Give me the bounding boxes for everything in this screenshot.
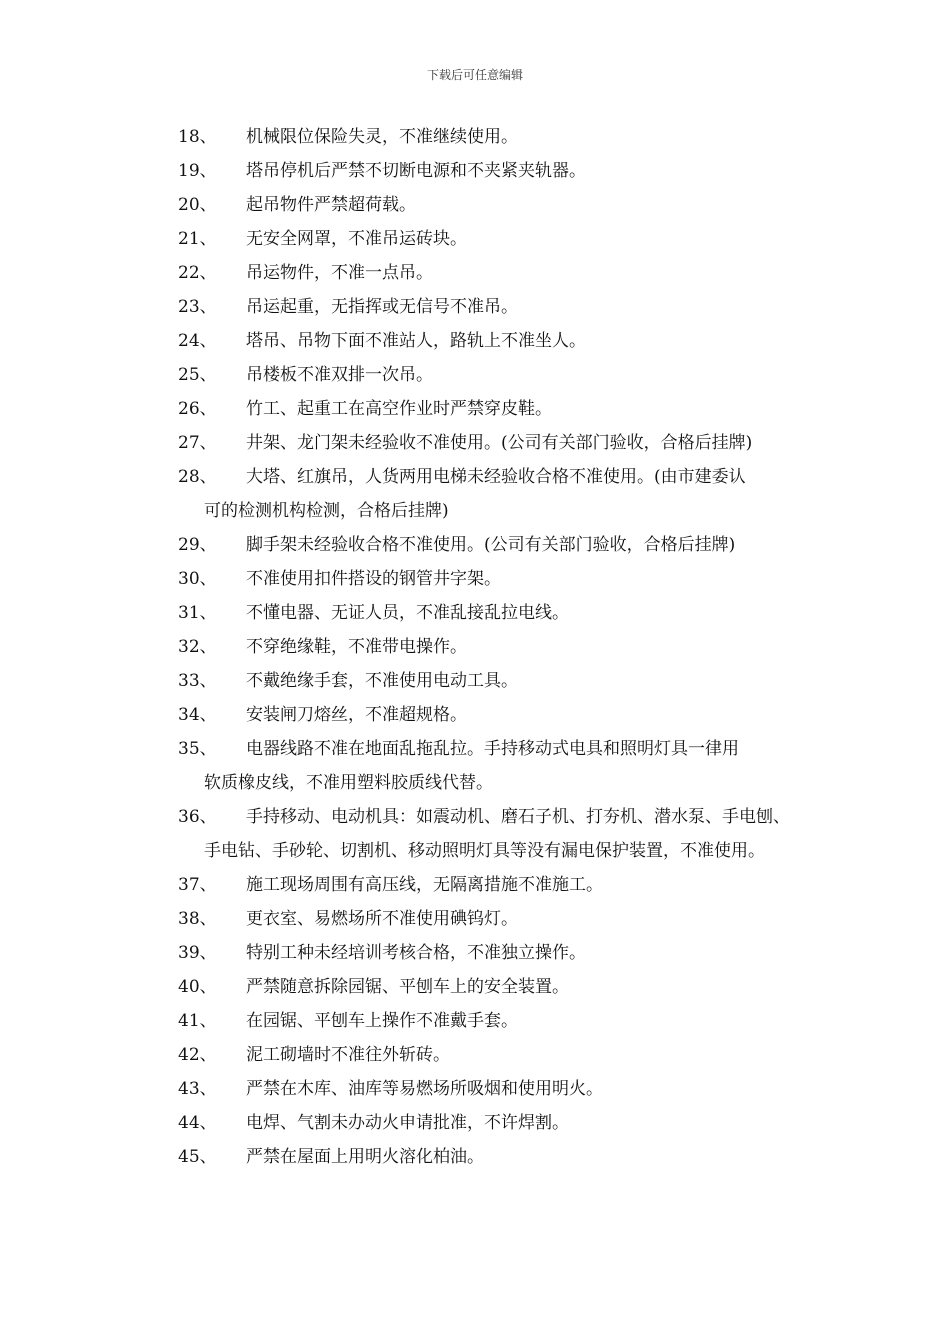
item-number: 42、 xyxy=(178,1045,217,1065)
item-number: 35、 xyxy=(178,739,217,759)
list-item-line xyxy=(178,460,818,494)
item-text: 手持移动、电动机具：如震动机、磨石子机、打夯机、潜水泵、手电刨、 xyxy=(246,807,790,827)
list-item-line xyxy=(178,528,818,562)
list-item-line xyxy=(178,698,818,732)
item-number: 37、 xyxy=(178,875,217,895)
item-text: 在园锯、平刨车上操作不准戴手套。 xyxy=(246,1011,518,1031)
list-item xyxy=(178,1038,818,1072)
item-text: 塔吊、吊物下面不准站人，路轨上不准坐人。 xyxy=(246,331,586,351)
list-item-line xyxy=(178,936,818,970)
item-text: 吊楼板不准双排一次吊。 xyxy=(246,365,433,385)
item-number: 33、 xyxy=(178,671,217,691)
list-item xyxy=(178,562,818,596)
list-item xyxy=(178,596,818,630)
item-text: 施工现场周围有高压线，无隔离措施不准施工。 xyxy=(246,875,603,895)
list-item xyxy=(178,800,818,868)
list-item-line xyxy=(178,664,818,698)
item-number: 26、 xyxy=(178,399,217,419)
item-text: 机械限位保险失灵，不准继续使用。 xyxy=(246,127,518,147)
list-item-line xyxy=(178,868,818,902)
item-number: 34、 xyxy=(178,705,217,725)
item-number: 27、 xyxy=(178,433,217,453)
list-item-line xyxy=(178,1004,818,1038)
item-number: 39、 xyxy=(178,943,217,963)
item-text: 严禁在屋面上用明火溶化柏油。 xyxy=(246,1147,484,1167)
item-number: 22、 xyxy=(178,263,217,283)
item-number: 21、 xyxy=(178,229,217,249)
list-item xyxy=(178,358,818,392)
list-item xyxy=(178,120,818,154)
list-item xyxy=(178,324,818,358)
list-item xyxy=(178,630,818,664)
item-number: 30、 xyxy=(178,569,217,589)
list-item-line xyxy=(178,1106,818,1140)
list-item xyxy=(178,1140,818,1174)
item-number: 44、 xyxy=(178,1113,217,1133)
list-item-line xyxy=(178,1072,818,1106)
list-item xyxy=(178,290,818,324)
list-item xyxy=(178,936,818,970)
item-number: 29、 xyxy=(178,535,217,555)
list-item-line xyxy=(178,902,818,936)
list-item-line xyxy=(178,324,818,358)
item-number: 23、 xyxy=(178,297,217,317)
list-item xyxy=(178,222,818,256)
list-item xyxy=(178,664,818,698)
item-text: 电焊、气割未办动火申请批准，不许焊割。 xyxy=(246,1113,569,1133)
list-item xyxy=(178,188,818,222)
item-number: 45、 xyxy=(178,1147,217,1167)
item-number: 25、 xyxy=(178,365,217,385)
list-item xyxy=(178,902,818,936)
item-text: 严禁随意拆除园锯、平刨车上的安全装置。 xyxy=(246,977,569,997)
item-text: 井架、龙门架未经验收不准使用。(公司有关部门验收，合格后挂牌) xyxy=(246,433,753,453)
item-number: 18、 xyxy=(178,127,217,147)
list-item xyxy=(178,1004,818,1038)
item-number: 24、 xyxy=(178,331,217,351)
list-item xyxy=(178,392,818,426)
list-item xyxy=(178,970,818,1004)
item-text: 吊运起重，无指挥或无信号不准吊。 xyxy=(246,297,518,317)
list-item-line xyxy=(178,1140,818,1174)
list-item xyxy=(178,732,818,800)
item-number: 28、 xyxy=(178,467,217,487)
list-item xyxy=(178,426,818,460)
item-number: 43、 xyxy=(178,1079,217,1099)
item-text: 不戴绝缘手套，不准使用电动工具。 xyxy=(246,671,518,691)
item-number: 32、 xyxy=(178,637,217,657)
item-text: 脚手架未经验收合格不准使用。(公司有关部门验收，合格后挂牌) xyxy=(246,535,736,555)
item-text: 更衣室、易燃场所不准使用碘钨灯。 xyxy=(246,909,518,929)
list-item xyxy=(178,1106,818,1140)
list-item-line xyxy=(178,392,818,426)
list-item xyxy=(178,528,818,562)
item-number: 20、 xyxy=(178,195,217,215)
item-text: 大塔、红旗吊，人货两用电梯未经验收合格不准使用。(由市建委认 xyxy=(246,467,746,487)
page-header: 下载后可任意编辑 xyxy=(426,68,523,82)
list-item xyxy=(178,698,818,732)
list-item xyxy=(178,460,818,528)
item-text-continuation: 软质橡皮线，不准用塑料胶质线代替。 xyxy=(204,773,493,793)
list-item xyxy=(178,868,818,902)
list-item-line xyxy=(178,800,818,834)
item-text: 泥工砌墙时不准往外斩砖。 xyxy=(246,1045,450,1065)
item-number: 36、 xyxy=(178,807,217,827)
list-item-line xyxy=(178,120,818,154)
item-text: 安装闸刀熔丝，不准超规格。 xyxy=(246,705,467,725)
list-item-line xyxy=(178,1038,818,1072)
list-item-line xyxy=(178,188,818,222)
list-item-line xyxy=(178,426,818,460)
list-item-line xyxy=(178,256,818,290)
rule-list xyxy=(178,120,818,1174)
list-item-line xyxy=(178,562,818,596)
item-number: 40、 xyxy=(178,977,217,997)
list-item-line xyxy=(178,970,818,1004)
list-item xyxy=(178,256,818,290)
list-item-line xyxy=(178,222,818,256)
item-number: 38、 xyxy=(178,909,217,929)
item-text: 不准使用扣件搭设的钢管井字架。 xyxy=(246,569,501,589)
item-text: 电器线路不准在地面乱拖乱拉。手持移动式电具和照明灯具一律用 xyxy=(246,739,739,759)
list-item xyxy=(178,154,818,188)
item-text: 严禁在木库、油库等易燃场所吸烟和使用明火。 xyxy=(246,1079,603,1099)
item-text: 特别工种未经培训考核合格，不准独立操作。 xyxy=(246,943,586,963)
item-text: 吊运物件，不准一点吊。 xyxy=(246,263,433,283)
list-item-line xyxy=(178,630,818,664)
list-item-line xyxy=(178,732,818,766)
list-item-line xyxy=(178,358,818,392)
item-text: 不穿绝缘鞋，不准带电操作。 xyxy=(246,637,467,657)
item-number: 31、 xyxy=(178,603,217,623)
item-text: 竹工、起重工在高空作业时严禁穿皮鞋。 xyxy=(246,399,552,419)
list-item-line xyxy=(178,154,818,188)
list-item-line xyxy=(178,596,818,630)
item-number: 41、 xyxy=(178,1011,217,1031)
item-text: 无安全网罩，不准吊运砖块。 xyxy=(246,229,467,249)
item-text: 起吊物件严禁超荷载。 xyxy=(246,195,416,215)
list-item xyxy=(178,1072,818,1106)
item-text: 不懂电器、无证人员，不准乱接乱拉电线。 xyxy=(246,603,569,623)
item-text: 塔吊停机后严禁不切断电源和不夹紧夹轨器。 xyxy=(246,161,586,181)
item-number: 19、 xyxy=(178,161,217,181)
list-item-line xyxy=(178,290,818,324)
item-text-continuation: 手电钻、手砂轮、切割机、移动照明灯具等没有漏电保护装置，不准使用。 xyxy=(204,841,765,861)
item-text-continuation: 可的检测机构检测，合格后挂牌) xyxy=(204,501,449,521)
